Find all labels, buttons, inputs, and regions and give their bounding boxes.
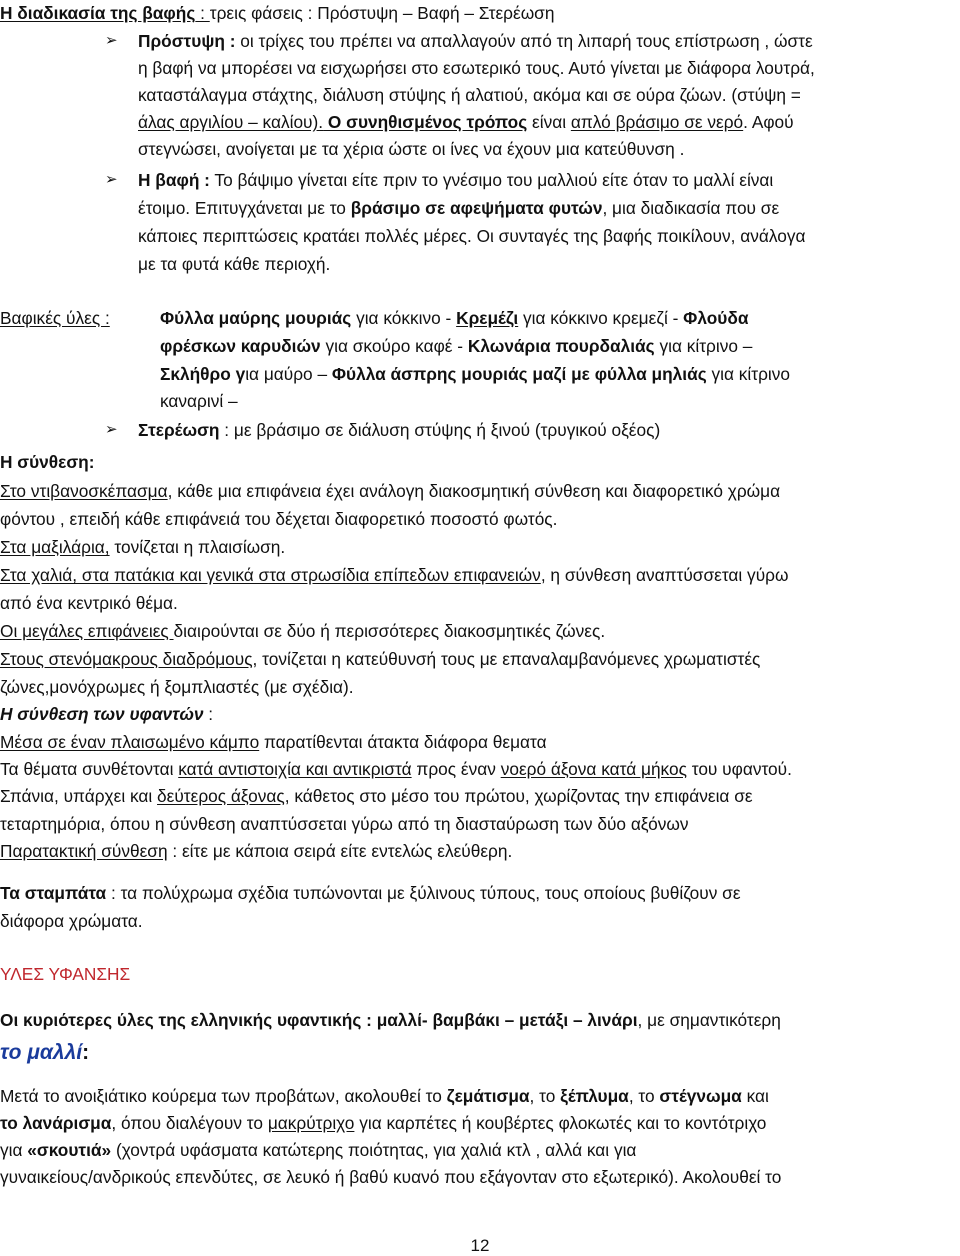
dyeing-line-1: Η βαφή : Το βάψιμο γίνεται είτε πριν το γνέσιμο του μαλλιού είτε όταν το μαλλί είναι <box>138 170 774 190</box>
stamped-line-2: διάφορα χρώματα. <box>0 911 143 931</box>
composition-heading: Η σύνθεση: <box>0 452 95 472</box>
dyeing-line-2: έτοιμο. Επιτυγχάνεται με το βράσιμο σε αφεψήματα φυτών, μια διαδικασία που σε <box>138 198 780 218</box>
materials-line-1: Οι κυριότερες ύλες της ελληνικής υφαντικής : μαλλί- βαμβάκι – μετάξι – λινάρι, με σημαντικότερη <box>0 1010 781 1030</box>
weaving-line-5: Παρατακτική σύνθεση : είτε με κάποια σειρά είτε εντελώς ελεύθερη. <box>0 841 513 861</box>
composition-runners-line-2: ζώνες,μονόχρωμες ή ξομπλιαστές (με σχέδια). <box>0 677 354 697</box>
arrow-bullet-icon: ➢ <box>105 32 118 49</box>
stamped-line-1: Τα σταμπάτα : τα πολύχρωμα σχέδια τυπώνονται με ξύλινους τύπους, τους οποίους βυθίζουν σε <box>0 883 741 903</box>
dye-materials-line-2: φρέσκων καρυδιών για σκούρο καφέ - Κλωνάρια πουρδαλιάς για κίτρινο – <box>160 336 753 356</box>
dyeing-line-4: με τα φυτά κάθε περιοχή. <box>138 254 331 274</box>
dyeing-process-heading: Η διαδικασία της βαφής : τρεις φάσεις : Πρόστυψη – Βαφή – Στερέωση <box>0 3 555 23</box>
pretreatment-line-2: η βαφή να μπορέσει να εισχωρήσει στο εσωτερικό τους. Αυτό γίνεται με διάφορα λουτρά, <box>138 58 815 78</box>
composition-large-surfaces: Οι μεγάλες επιφάνειες διαιρούνται σε δύο ή περισσότερες διακοσμητικές ζώνες. <box>0 621 606 641</box>
weaving-line-4: τεταρτημόρια, όπου η σύνθεση αναπτύσσεται γύρω από τη διασταύρωση των δύο αξόνων <box>0 814 689 834</box>
composition-divan-line-1: Στο ντιβανοσκέπασμα, κάθε μια επιφάνεια έχει ανάλογη διακοσμητική σύνθεση και διαφορετικό χρώμα <box>0 481 781 501</box>
dyeing-line-3: κάποιες περιπτώσεις κρατάει πολλές μέρες. Οι συνταγές της βαφής ποικίλουν, ανάλογα <box>138 226 806 246</box>
composition-rugs-line-2: από ένα κεντρικό θέμα. <box>0 593 178 613</box>
arrow-bullet-icon: ➢ <box>105 421 118 438</box>
dye-materials-label: Βαφικές ύλες : <box>0 308 110 328</box>
weaving-materials-heading: ΥΛΕΣ ΥΦΑΝΣΗΣ <box>0 964 131 984</box>
composition-divan-line-2: φόντου , επειδή κάθε επιφάνειά του δέχεται διαφορετικό ποσοστό φωτός. <box>0 509 558 529</box>
weaving-line-3: Σπάνια, υπάρχει και δεύτερος άξονας, κάθετος στο μέσο του πρώτου, χωρίζοντας την επιφάνεια σε <box>0 786 753 806</box>
composition-runners-line-1: Στους στενόμακρους διαδρόμους, τονίζεται η κατεύθυνσή τους με επαναλαμβανόμενες χρωματιστές <box>0 649 761 669</box>
wool-line-3: για «σκουτιά» (χοντρά υφάσματα κατώτερης ποιότητας, για χαλιά κτλ , αλλά και για <box>0 1140 637 1160</box>
pretreatment-line-4: άλας αργιλίου – καλίου). Ο συνηθισμένος τρόπος είναι απλό βράσιμο σε νερό. Αφού <box>138 112 794 132</box>
weaving-line-2: Τα θέματα συνθέτονται κατά αντιστοιχία και αντικριστά προς έναν νοερό άξονα κατά μήκος του υφαντού. <box>0 759 792 779</box>
wool-line-1: Μετά το ανοιξιάτικο κούρεμα των προβάτων, ακολουθεί το ζεμάτισμα, το ξέπλυμα, το στέγνωμα και <box>0 1086 769 1106</box>
materials-line-2: το μαλλί: <box>0 1041 90 1064</box>
dye-materials-line-4: καναρινί – <box>160 391 238 411</box>
composition-rugs-line-1: Στα χαλιά, στα πατάκια και γενικά στα στρωσίδια επίπεδων επιφανειών, η σύνθεση αναπτύσσεται γύρω <box>0 565 789 585</box>
fixing-line: Στερέωση : με βράσιμο σε διάλυση στύψης ή ξινού (τρυγικού οξέος) <box>138 420 661 440</box>
pretreatment-line-1: Πρόστυψη : οι τρίχες του πρέπει να απαλλαγούν από τη λιπαρή τους επίστρωση , ώστε <box>138 31 813 51</box>
dye-materials-line-3: Σκλήθρο για μαύρο – Φύλλα άσπρης μουριάς μαζί με φύλλα μηλιάς για κίτρινο <box>160 364 791 384</box>
dye-materials-line-1: Φύλλα μαύρης μουριάς για κόκκινο - Κρεμέζι για κόκκινο κρεμεζί - Φλούδα <box>160 308 749 328</box>
wool-line-4: γυναικείους/ανδρικούς επενδύτες, σε λευκό ή βαθύ κυανό που εξάγονταν στο εξωτερικό). Ακολουθεί το <box>0 1167 782 1187</box>
wool-line-2: το λανάρισμα, όπου διαλέγουν το μακρύτριχο για καρπέτες ή κουβέρτες φλοκωτές και το κοντότριχο <box>0 1113 767 1133</box>
weaving-composition-heading: Η σύνθεση των υφαντών : <box>0 704 214 724</box>
page-number: 12 <box>470 1236 490 1255</box>
composition-pillows: Στα μαξιλάρια, τονίζεται η πλαισίωση. <box>0 537 286 557</box>
weaving-line-1: Μέσα σε έναν πλαισωμένο κάμπο παρατίθενται άτακτα διάφορα θεματα <box>0 732 547 752</box>
arrow-bullet-icon: ➢ <box>105 171 118 188</box>
pretreatment-line-5: στεγνώσει, ανοίγεται με τα χέρια ώστε οι ίνες να έχουν μια κατεύθυνση . <box>138 139 685 159</box>
pretreatment-line-3: καταστάλαγμα στάχτης, διάλυση στύψης ή αλατιού, ακόμα και σε ούρα ζώων. (στύψη = <box>138 85 801 105</box>
